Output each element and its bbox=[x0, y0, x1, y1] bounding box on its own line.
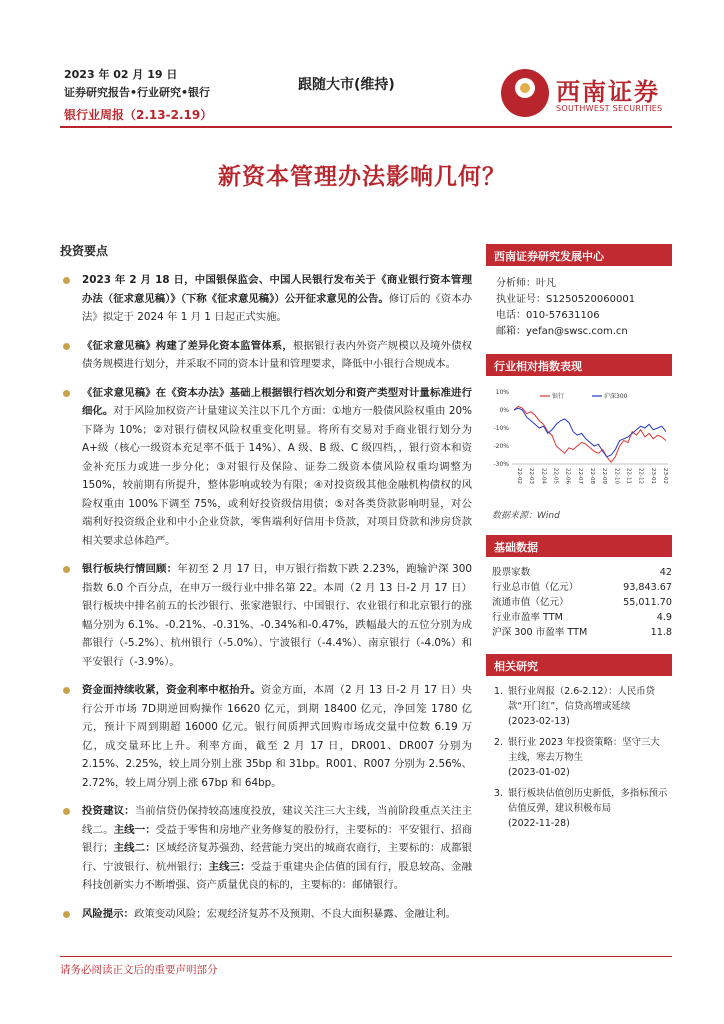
logo-en-text: SOUTHWEST SECURITIES bbox=[556, 104, 663, 113]
report-title: 新资本管理办法影响几何？ bbox=[218, 164, 506, 190]
stat-label: 流通市值（亿元） bbox=[492, 597, 569, 608]
related-research-title: 相关研究 bbox=[486, 654, 672, 676]
summary-point bbox=[60, 905, 472, 924]
x-tick-label: 22-07 bbox=[576, 468, 583, 484]
stat-value: 42 bbox=[659, 567, 672, 578]
summary-point bbox=[60, 271, 472, 327]
related-research-list bbox=[486, 676, 672, 831]
point-lead: 风险提示： bbox=[82, 907, 134, 920]
related-item[interactable] bbox=[494, 735, 668, 780]
stats-row bbox=[492, 580, 672, 595]
report-category: 证券研究报告•行业研究•银行 bbox=[64, 86, 211, 99]
research-center-title: 西南证券研究发展中心 bbox=[486, 244, 672, 266]
bullet-dot-icon bbox=[63, 808, 70, 815]
point-text: 当前信贷仍保持较高速度投放，建议关注三大主线，当前阶段重点关注主线二。 bbox=[82, 805, 473, 836]
point-lead: 《征求意见稿》在《资本办法》基础上根据银行档次划分和资产类型对计量标准进行细化。 bbox=[82, 386, 472, 417]
x-tick-label: 22-08 bbox=[589, 468, 595, 484]
legend-label-0: 银行 bbox=[552, 393, 565, 400]
bullet-dot-icon bbox=[63, 390, 70, 397]
rating-label: 跟随大市(维持) bbox=[298, 77, 395, 93]
analyst-license: 执业证号：S1250520060001 bbox=[496, 294, 636, 305]
stat-label: 行业市盈率 TTM bbox=[492, 612, 563, 623]
x-tick-label: 22-09 bbox=[601, 468, 608, 484]
point-lead: 主线三： bbox=[208, 860, 251, 873]
footer-divider bbox=[60, 956, 672, 957]
x-tick-label: 22-05 bbox=[552, 468, 559, 484]
stats-row bbox=[492, 610, 672, 625]
stat-value: 11.8 bbox=[650, 627, 672, 638]
point-text: 资金方面，本周（2 月 13 日-2 月 17 日）央行公开市场 7D期逆回购操作 16620 亿元，到期 18400 亿元，净回笼 1780 亿元，预计下周到期超 16000 亿元。银行间质押式回购市场成交量中位数 6.19 万亿，成交量环比上升。利率方面，截至 2 月 17 日，DR001、DR007 分别为 2.15%、2.25%，较上周分别上涨 35bp 和 31bp。R001、R007 分别为 2.56%、2.72%，较上周分别上涨 67bp 和 64bp。 bbox=[82, 684, 473, 789]
point-text: 政策变动风险；宏观经济复苏不及预期、不良大面积暴露、金融让利。 bbox=[133, 907, 457, 920]
stats-row bbox=[492, 565, 672, 580]
analyst-info bbox=[486, 266, 672, 340]
point-text: 区域经济复苏强劲、经营能力突出的城商农商行，主要标的：成都银行、宁波银行、杭州银行； bbox=[82, 842, 473, 873]
related-item[interactable] bbox=[494, 684, 668, 729]
summary-heading: 投资要点 bbox=[60, 244, 109, 258]
point-lead: 银行板块行情回顾： bbox=[82, 563, 178, 575]
company-logo bbox=[498, 66, 674, 120]
bullet-dot-icon bbox=[63, 687, 70, 694]
point-text: 受益于重建央企估值的国有行，股息较高、金融科技创新实力不断增强、资产质量优良的标的，主要标的：邮储银行。 bbox=[82, 860, 473, 891]
summary-point bbox=[60, 560, 472, 671]
point-lead: 投资建议： bbox=[82, 805, 135, 817]
summary-point bbox=[60, 802, 472, 895]
summary-point bbox=[60, 681, 472, 792]
x-tick-label: 22-06 bbox=[564, 468, 571, 484]
relative-index-chart bbox=[486, 384, 672, 504]
stat-value: 55,011.70 bbox=[623, 597, 672, 608]
related-num: 1. bbox=[494, 686, 503, 697]
point-lead: 资金面持续收紧，资金利率中枢抬升。 bbox=[82, 684, 261, 696]
point-lead: 《征求意见稿》构建了差异化资本监管体系， bbox=[82, 339, 293, 352]
stats-row bbox=[492, 595, 672, 610]
stats-row bbox=[492, 625, 672, 640]
y-tick-label: -20% bbox=[493, 443, 509, 450]
point-text: 受益于零售和房地产业务修复的股份行，主要标的：平安银行、招商银行； bbox=[82, 823, 473, 854]
x-tick-label: 22-03 bbox=[528, 468, 535, 484]
related-date: (2022-11-28) bbox=[508, 818, 570, 829]
series-line-1 bbox=[514, 408, 666, 457]
x-tick-label: 22-02 bbox=[516, 468, 522, 484]
stat-label: 沪深 300 市盈率 TTM bbox=[492, 627, 588, 638]
y-tick-label: 0% bbox=[499, 407, 509, 414]
investment-summary bbox=[60, 242, 472, 933]
bullet-dot-icon bbox=[63, 566, 70, 573]
y-tick-label: -30% bbox=[493, 461, 509, 468]
x-tick-label: 23-01 bbox=[649, 468, 656, 484]
related-text: 银行板块估值创历史新低，多指标预示估值反弹，建议积极布局 bbox=[508, 788, 668, 814]
basic-data-title: 基础数据 bbox=[486, 535, 672, 557]
point-lead: 主线一： bbox=[113, 823, 156, 836]
report-date: 2023 年 02 月 19 日 bbox=[64, 68, 178, 81]
disclaimer-footer[interactable]: 请务必阅读正文后的重要声明部分 bbox=[60, 964, 218, 976]
point-text: 年初至 2 月 17 日，申万银行指数下跌 2.23%，跑输沪深 300 指数 6.0 个百分点，在申万一级行业中排名第 22。本周（2 月 13 日-2 月 17 日）银行板块中排名前五的长沙银行、张家港银行、中国银行、农业银行和北京银行的涨幅分别为 6.1%、-0.21%、-0.31%、-0.34%和-0.47%，跌幅最大的五位分别为成都银行（-5.2%）、杭州银行（-5.0%）、宁波银行（-4.4%）、南京银行（-4.0%）和平安银行（-3.9%）。 bbox=[82, 563, 472, 668]
sidebar bbox=[486, 244, 672, 837]
basic-data-table bbox=[492, 565, 672, 640]
analyst-phone: 电话：010-57631106 bbox=[496, 310, 600, 321]
bullet-dot-icon bbox=[63, 277, 70, 284]
x-tick-label: 22-11 bbox=[625, 468, 632, 484]
point-text: 修订后的《资本办法》拟定于 2024 年 1 月 1 日起正式实施。 bbox=[82, 292, 473, 323]
analyst-name: 分析师：叶凡 bbox=[496, 278, 556, 289]
performance-title: 行业相对指数表现 bbox=[486, 354, 672, 376]
stat-label: 股票家数 bbox=[492, 567, 531, 578]
point-text: 对于风险加权资产计量建议关注以下几个方面：①地方一般债风险权重由 20%下降为 10%；②对银行债权风险权重变化明显。将所有交易对手商业银行划分为 A+级（核心一级资本充足率不低于 14%）、A 级、B 级、C 级四档，，银行资本和资金补充压力或进一步分化；③对银行及保险、证券二级资本债风险权重均调整为 150%，较前期有所提升，整体影响或较为有限；④对投资级其他金融机构债权的风险权重由 100%下调至 75%，或利好投资级信用债；⑤对各类贷款影响明显，对公端利好投资级企业和中小企业贷款，零售端利好信用卡贷款，对项目贷款和涉房贷款相关要求总体趋严。 bbox=[82, 405, 473, 547]
analyst-email[interactable]: 邮箱：yefan@swsc.com.cn bbox=[496, 326, 628, 337]
related-num: 3. bbox=[494, 788, 503, 799]
related-date: (2023-02-13) bbox=[508, 716, 570, 727]
stat-value: 4.9 bbox=[656, 612, 672, 623]
point-text: 根据银行表内外资产规模以及境外债权债务规模进行划分，并采取不同的资本计量和管理要求，降低中小银行合规成本。 bbox=[82, 339, 473, 370]
stat-label: 行业总市值（亿元） bbox=[492, 582, 579, 593]
header-divider bbox=[60, 126, 672, 128]
x-tick-label: 23-02 bbox=[662, 468, 668, 484]
x-tick-label: 22-04 bbox=[540, 468, 547, 484]
y-tick-label: -10% bbox=[493, 425, 509, 432]
related-text: 银行业 2023 年投资策略：坚守三大主线，寒去万物生 bbox=[508, 737, 660, 763]
y-tick-label: 10% bbox=[495, 389, 509, 396]
logo-cn-text: 西南证券 bbox=[556, 77, 660, 106]
bullet-dot-icon bbox=[63, 343, 70, 350]
chart-svg bbox=[486, 384, 672, 504]
summary-point bbox=[60, 337, 472, 374]
stat-value: 93,843.67 bbox=[623, 582, 672, 593]
logo-emblem-icon bbox=[498, 66, 552, 120]
related-date: (2023-01-02) bbox=[508, 767, 570, 778]
report-weekly: 银行业周报（2.13-2.19） bbox=[64, 108, 213, 122]
related-item[interactable] bbox=[494, 786, 668, 831]
legend-label-1: 沪深300 bbox=[604, 393, 628, 400]
point-lead: 主线二： bbox=[113, 842, 156, 854]
related-num: 2. bbox=[494, 737, 503, 748]
point-lead: 2023 年 2 月 18 日，中国银保监会、中国人民银行发布关于《商业银行资本管理办法（征求意见稿）》（下称《征求意见稿》）公开征求意见的公告。 bbox=[82, 274, 472, 305]
bullet-dot-icon bbox=[63, 911, 70, 918]
summary-point bbox=[60, 384, 472, 551]
series-line-0 bbox=[514, 406, 666, 462]
x-tick-label: 22-12 bbox=[637, 468, 644, 484]
related-text: 银行业周报（2.6-2.12）：人民币贷款“开门红”，信贷高增或延续 bbox=[508, 686, 655, 712]
chart-source: 数据来源：Wind bbox=[492, 511, 560, 521]
x-tick-label: 22-10 bbox=[613, 468, 620, 484]
